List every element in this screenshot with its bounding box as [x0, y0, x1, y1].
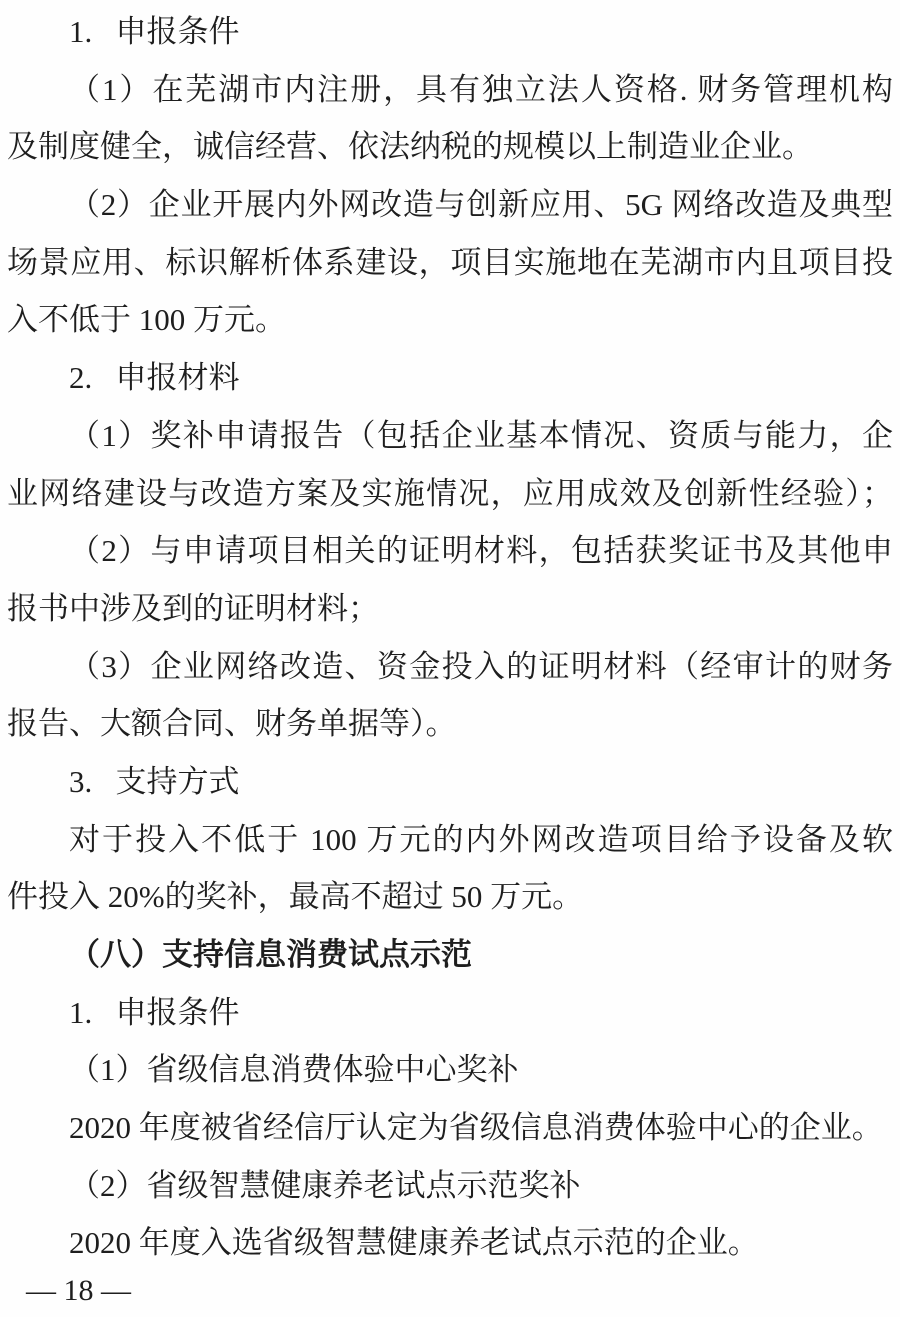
list-item-heading: 1. 申报条件 [69, 14, 240, 49]
page-number: — 18 — [26, 1274, 131, 1307]
doc-line: 报书中涉及到的证明材料； [7, 590, 379, 626]
doc-line: （1）奖补申请报告（包括企业基本情况、资质与能力，企 [69, 417, 893, 453]
doc-line: 场景应用、标识解析体系建设，项目实施地在芜湖市内且项目投 [7, 244, 893, 280]
doc-line: （3）企业网络改造、资金投入的证明材料（经审计的财务 [69, 648, 893, 684]
doc-line: （2）与申请项目相关的证明材料，包括获奖证书及其他申 [69, 533, 893, 569]
document-body [7, 3, 893, 1272]
list-item-heading: 3. 支持方式 [69, 763, 240, 799]
section-heading: （八）支持信息消费试点示范 [69, 937, 472, 972]
doc-line: 对于投入不低于 100 万元的内外网改造项目给予设备及软 [69, 821, 893, 857]
doc-line: （1）在芜湖市内注册，具有独立法人资格. 财务管理机构 [69, 71, 893, 107]
list-item-heading: 2. 申报材料 [69, 360, 240, 396]
doc-line: （2）企业开展内外网改造与创新应用、5G 网络改造及典型 [69, 187, 893, 223]
doc-line: 及制度健全，诚信经营、依法纳税的规模以上制造业企业。 [7, 129, 813, 165]
doc-line: （1）省级信息消费体验中心奖补 [69, 1052, 519, 1088]
doc-line: 入不低于 100 万元。 [7, 302, 286, 338]
list-item-heading: 1. 申报条件 [69, 994, 240, 1030]
doc-line: 报告、大额合同、财务单据等）。 [7, 706, 457, 742]
doc-line: （2）省级智慧健康养老试点示范奖补 [69, 1167, 581, 1203]
doc-line: 2020 年度被省经信厅认定为省级信息消费体验中心的企业。 [69, 1110, 883, 1146]
doc-line: 业网络建设与改造方案及实施情况，应用成效及创新性经验）； [7, 475, 893, 511]
doc-line: 件投入 20%的奖补，最高不超过 50 万元。 [7, 879, 584, 915]
doc-line: 2020 年度入选省级智慧健康养老试点示范的企业。 [69, 1225, 759, 1261]
